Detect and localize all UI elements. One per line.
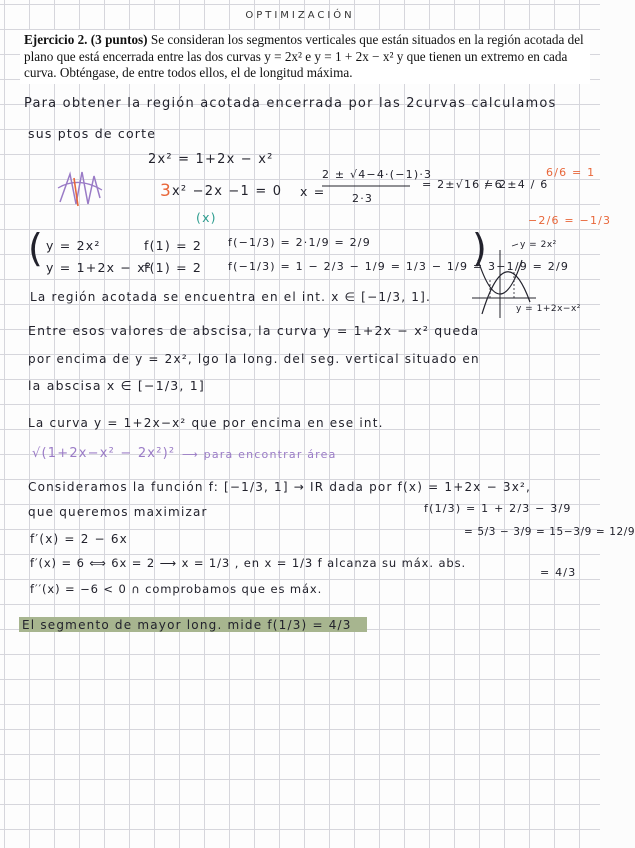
note-line-2: sus ptos de corte xyxy=(28,126,157,141)
final-answer: El segmento de mayor long. mide f(1/3) = 4/3 xyxy=(22,618,352,632)
quad-numerator: 2 ± √4−4·(−1)·3 xyxy=(322,168,433,181)
maximize-note: que queremos maximizar xyxy=(28,505,208,519)
f-at-minus-third-a: f(−1/3) = 2·1/9 = 2/9 xyxy=(228,236,371,249)
graph-label-parabola-2: y = 1+2x−x² xyxy=(516,304,581,314)
f-at-1-a: f(1) = 2 xyxy=(144,238,203,253)
system-eq-1: y = 2x² xyxy=(46,238,101,253)
quad-step-3: = 2±4 / 6 xyxy=(484,178,549,191)
equation-2-coefficient: 3 xyxy=(160,181,173,201)
root-1: 6/6 = 1 xyxy=(546,166,596,179)
area-arrow-note: ⟶ para encontrar área xyxy=(182,448,337,461)
f-value-step-1: f(1/3) = 1 + 2/3 − 3/9 xyxy=(424,502,572,515)
quad-fraction-bar xyxy=(322,185,412,187)
above-line-1: Entre esos valores de abscisa, la curva y = 1+2x − x² queda xyxy=(28,323,480,338)
exercise-points: (3 puntos) xyxy=(90,32,148,47)
x-mark: (x) xyxy=(196,210,217,225)
exercise-label: Ejercicio 2. xyxy=(24,32,88,47)
f-at-1-b: f(1) = 2 xyxy=(144,260,203,275)
system-eq-2: y = 1+2x − x² xyxy=(46,260,153,275)
derivative-2: f′(x) = 6 ⟺ 6x = 2 ⟶ x = 1/3 , en x = 1/3 f alcanza su máx. abs. xyxy=(30,556,467,570)
equation-2: x² −2x −1 = 0 xyxy=(172,184,283,199)
quad-x-equals: x = xyxy=(300,184,326,199)
curve-above-note: La curva y = 1+2x−x² que por encima en ese int. xyxy=(28,416,384,430)
system-close-brace: ) xyxy=(472,226,487,270)
above-line-2: por encima de y = 2x², lgo la long. del seg. vertical situado en xyxy=(28,352,480,366)
system-brace: ( xyxy=(28,226,43,270)
f-value-step-2: = 5/3 − 3/9 = 15−3/9 = 12/9 xyxy=(464,526,635,538)
page-title: OPTIMIZACIÓN xyxy=(245,10,355,21)
exercise-statement xyxy=(20,30,590,84)
region-statement: La región acotada se encuentra en el int. x ∈ [−1/3, 1]. xyxy=(30,290,431,304)
scribble-doodle xyxy=(56,168,106,210)
f-at-minus-third-b: f(−1/3) = 1 − 2/3 − 1/9 = 1/3 − 1/9 = 3−1/9 = 2/9 xyxy=(228,260,570,273)
note-line-1: Para obtener la región acotada encerrada por las 2curvas calculamos xyxy=(24,96,557,111)
quad-denominator: 2·3 xyxy=(352,192,374,205)
root-2: −2/6 = −1/3 xyxy=(528,214,612,227)
graph-label-parabola-1: y = 2x² xyxy=(520,240,557,250)
derivative-3: f′′(x) = −6 < 0 ∩ comprobamos que es máx. xyxy=(30,582,323,596)
exercise-text: Se consideran los segmentos verticales que están situados en la región acotada del plano que está encerrada entre las dos curvas y = 2x² e y = 1 + 2x − x² y que tienen un extremo en cada curva. Obténgase, de entre todos ellos, el de longitud máxima. xyxy=(24,32,584,80)
equation-1: 2x² = 1+2x − x² xyxy=(148,152,274,167)
f-value-step-3: = 4/3 xyxy=(540,566,577,579)
area-integrand: √(1+2x−x² − 2x²)² xyxy=(32,446,176,461)
quad-step-2: = 2±√16 / 6 xyxy=(422,178,503,191)
above-line-3: la abscisa x ∈ [−1/3, 1] xyxy=(28,378,205,393)
derivative-1: f′(x) = 2 − 6x xyxy=(30,532,128,546)
consider-function: Consideramos la función f: [−1/3, 1] → IR dada por f(x) = 1+2x − 3x², xyxy=(28,480,532,494)
